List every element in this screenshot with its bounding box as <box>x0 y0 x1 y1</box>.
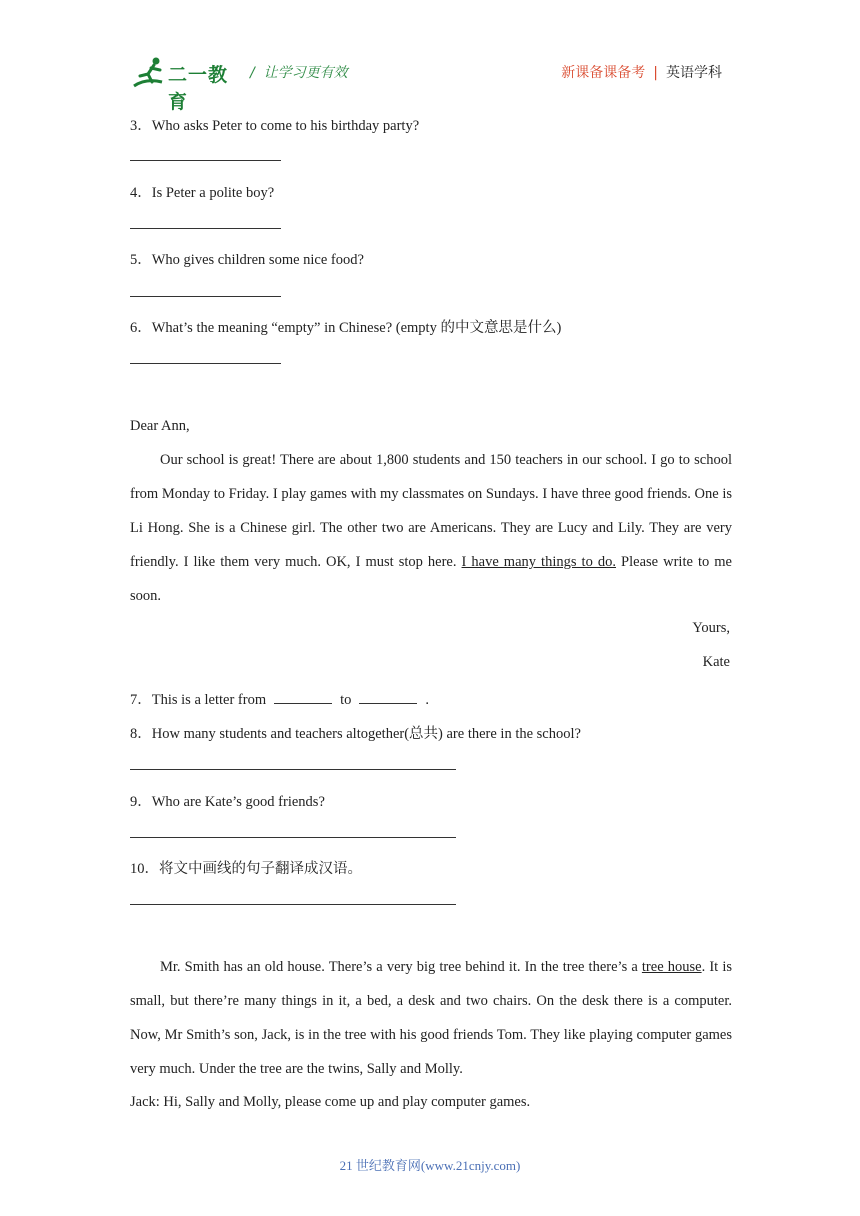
passage-dialog: Jack: Hi, Sally and Molly, please come up and play computer games. <box>130 1094 531 1110</box>
underlined-sentence: I have many things to do. <box>461 554 616 570</box>
header-course-label: 新课备课备考 <box>561 65 646 81</box>
letter-body: Our school is great! There are about 1,800 students and 150 teachers in our school. I go to school from Monday to Friday. I play games with my classmates on Sundays. I have three good friends. One is Li Hong. She is a Chinese girl. The other two are Americans. They are Lucy and Lily. They are very friendly. I like them very much. OK, I must stop here. I have many things to do. Please write to me soon. <box>130 452 732 604</box>
header-slogan: / 让学习更有效 <box>250 65 348 81</box>
letter-closing: Yours, <box>692 620 730 636</box>
question-10: 10．将文中画线的句子翻译成汉语。 <box>130 861 362 877</box>
header-subject-label: 英语学科 <box>666 65 722 81</box>
runner-logo-icon <box>132 56 172 90</box>
question-9: 9．Who are Kate’s good friends? <box>130 794 325 810</box>
fill-blank-from[interactable] <box>274 691 332 704</box>
question-7: 7．This is a letter from to . <box>130 692 430 708</box>
answer-line-5[interactable] <box>130 296 281 297</box>
question-8: 8．How many students and teachers altogether(总共) are there in the school? <box>130 726 581 742</box>
answer-line-6[interactable] <box>130 363 281 364</box>
header-subject <box>561 62 722 82</box>
logo <box>132 56 240 113</box>
answer-line-9[interactable] <box>130 837 456 838</box>
letter-greeting: Dear Ann, <box>130 418 190 434</box>
question-3: 3．Who asks Peter to come to his birthday party? <box>130 118 420 134</box>
question-5: 5．Who gives children some nice food? <box>130 252 364 268</box>
passage-paragraph: Mr. Smith has an old house. There’s a very big tree behind it. In the tree there’s a tree house. It is small, but there’re many things in it, a bed, a desk and two chairs. On the desk there is a computer. Now, Mr Smith’s son, Jack, is in the tree with his good friends Tom. They like playing computer games very much. Under the tree are the twins, Sally and Molly. <box>130 959 733 1077</box>
question-4: 4．Is Peter a polite boy? <box>130 185 275 201</box>
question-6: 6．What’s the meaning “empty” in Chinese? (empty 的中文意思是什么) <box>130 320 562 336</box>
answer-line-8[interactable] <box>130 769 456 770</box>
underlined-phrase: tree house <box>641 959 702 975</box>
answer-line-3[interactable] <box>130 160 281 161</box>
fill-blank-to[interactable] <box>359 691 417 704</box>
answer-line-4[interactable] <box>130 228 281 229</box>
letter-signature: Kate <box>702 654 730 670</box>
page-footer: 21 世纪教育网(www.21cnjy.com) <box>339 1158 521 1173</box>
header-separator: | <box>653 65 658 81</box>
logo-text: 二一教育 <box>168 64 229 113</box>
answer-line-10[interactable] <box>130 904 456 905</box>
